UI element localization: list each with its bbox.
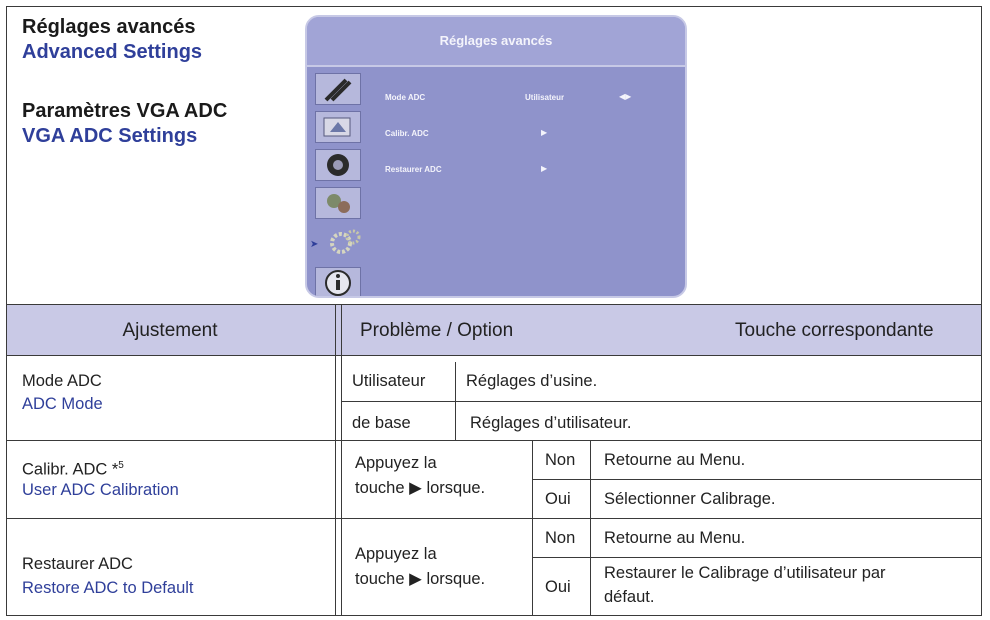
table-line xyxy=(335,304,336,616)
option-non: Non xyxy=(545,529,576,547)
wrench-icon xyxy=(315,73,361,105)
right-arrow-icon: ▶ xyxy=(541,128,548,137)
table-line xyxy=(455,362,456,440)
gears-icon xyxy=(327,227,373,259)
press-instruction-line1: Appuyez la xyxy=(355,454,437,472)
option-oui-desc-line2: défaut. xyxy=(604,588,655,606)
table-line xyxy=(532,557,982,558)
row-calibr-fr-text: Calibr. ADC * xyxy=(22,460,119,479)
row-adc-mode-en: ADC Mode xyxy=(22,395,103,413)
option-non-desc: Retourne au Menu. xyxy=(604,529,746,547)
header-problem-option: Problème / Option xyxy=(360,320,514,341)
osd-icon-column xyxy=(310,67,370,298)
option-oui: Oui xyxy=(545,578,571,596)
header-key: Touche correspondante xyxy=(735,320,934,341)
press-instruction-line2 xyxy=(355,568,485,591)
table-line xyxy=(532,440,533,616)
option-oui-desc: Sélectionner Calibrage. xyxy=(604,490,776,508)
press-word-lorsque: lorsque. xyxy=(426,479,486,497)
option-utilisateur-desc: Réglages d’usine. xyxy=(466,372,598,390)
option-oui-desc-line1: Restaurer le Calibrage d’utilisateur par xyxy=(604,564,886,582)
row-calibr-fr xyxy=(22,454,124,482)
option-utilisateur: Utilisateur xyxy=(352,372,426,390)
header-adjustment: Ajustement xyxy=(122,320,218,341)
press-instruction-line1: Appuyez la xyxy=(355,545,437,563)
osd-title-bar xyxy=(307,17,685,67)
osd-row-label-restore: Restaurer ADC xyxy=(385,165,442,174)
osd-title: Réglages avancés xyxy=(439,33,553,48)
table-line xyxy=(6,440,982,441)
title-english: Advanced Settings xyxy=(22,41,203,63)
left-right-arrow-icon: ◀▶ xyxy=(619,92,632,101)
option-oui: Oui xyxy=(545,490,571,508)
title-french: Réglages avancés xyxy=(22,16,196,38)
selection-arrow-icon: ➤ xyxy=(310,239,319,250)
info-icon xyxy=(315,267,361,298)
osd-menu xyxy=(305,15,687,298)
osd-row-label-calibr: Calibr. ADC xyxy=(385,129,429,138)
right-arrow-icon: ▶ xyxy=(541,164,548,173)
option-de-base: de base xyxy=(352,414,411,432)
play-arrow-icon: ▶ xyxy=(409,570,422,588)
press-word-lorsque: lorsque. xyxy=(426,570,486,588)
osd-row-label-adc-mode: Mode ADC xyxy=(385,93,426,102)
option-de-base-desc: Réglages d’utilisateur. xyxy=(470,414,632,432)
color-icon xyxy=(315,149,361,181)
table-line xyxy=(342,401,982,402)
settings-icon xyxy=(315,187,361,219)
table-line xyxy=(590,440,591,616)
press-instruction-line2 xyxy=(355,477,485,500)
row-calibr-en: User ADC Calibration xyxy=(22,481,179,499)
subtitle-english: VGA ADC Settings xyxy=(22,125,198,147)
picture-icon xyxy=(315,111,361,143)
option-non-desc: Retourne au Menu. xyxy=(604,451,746,469)
osd-row-value-adc-mode: Utilisateur xyxy=(525,93,565,102)
row-adc-mode-fr: Mode ADC xyxy=(22,372,102,390)
row-restore-fr: Restaurer ADC xyxy=(22,555,133,573)
table-line xyxy=(6,355,982,356)
footnote-marker: 5 xyxy=(118,460,124,471)
play-arrow-icon: ▶ xyxy=(409,479,422,497)
table-line xyxy=(341,304,342,616)
row-restore-en: Restore ADC to Default xyxy=(22,579,194,597)
press-word-touche: touche xyxy=(355,570,405,588)
table-line xyxy=(532,479,982,480)
subtitle-french: Paramètres VGA ADC xyxy=(22,100,228,122)
table-line xyxy=(6,518,982,519)
press-word-touche: touche xyxy=(355,479,405,497)
option-non: Non xyxy=(545,451,576,469)
